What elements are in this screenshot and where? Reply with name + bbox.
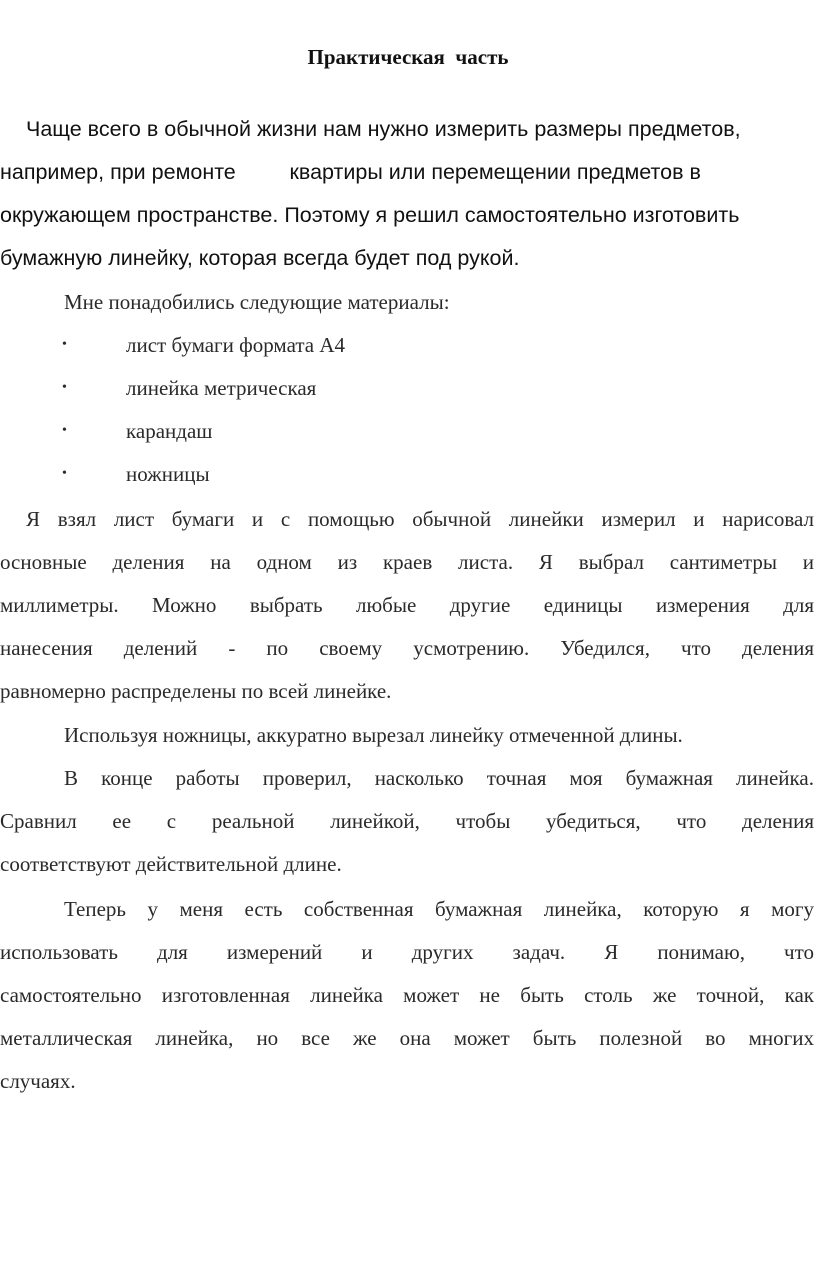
list-item-text: линейка метрическая — [126, 376, 317, 400]
conclusion-line: случаях. — [0, 1069, 76, 1093]
check-line: В конце работы проверил, насколько точная моя бумажная линейка. — [64, 766, 814, 790]
document-title: Практическая часть — [307, 45, 509, 69]
check-paragraph — [0, 757, 814, 886]
cutting-line: Используя ножницы, аккуратно вырезал линейку отмеченной длины. — [64, 723, 683, 747]
process-paragraph — [0, 498, 814, 713]
intro-line: например, при ремонте квартиры или перемещении предметов в — [0, 160, 701, 184]
bullet-icon: • — [62, 423, 67, 438]
cutting-paragraph — [0, 714, 814, 757]
bullet-icon: • — [62, 380, 67, 395]
conclusion-line: использовать для измерений и других задач. Я понимаю, что — [0, 940, 814, 964]
intro-line: бумажную линейку, которая всегда будет под рукой. — [0, 246, 520, 270]
list-item-text: карандаш — [126, 419, 213, 443]
process-line: равномерно распределены по всей линейке. — [0, 679, 392, 703]
process-line: Я взял лист бумаги и с помощью обычной линейки измерил и нарисовал — [26, 507, 814, 531]
process-line: основные деления на одном из краев листа. Я выбрал сантиметры и — [0, 550, 814, 574]
intro-line: Чаще всего в обычной жизни нам нужно измерить размеры предметов, — [26, 117, 741, 141]
conclusion-line: самостоятельно изготовленная линейка может не быть столь же точной, как — [0, 983, 814, 1007]
intro-paragraph — [0, 108, 812, 280]
list-item-text: ножницы — [126, 462, 210, 486]
conclusion-line: Теперь у меня есть собственная бумажная линейка, которую я могу — [64, 897, 814, 921]
check-line: соответствуют действительной длине. — [0, 852, 342, 876]
check-line: Сравнил ее с реальной линейкой, чтобы убедиться, что деления — [0, 809, 814, 833]
bullet-icon: • — [62, 466, 67, 481]
process-line: нанесения делений - по своему усмотрению. Убедился, что деления — [0, 636, 814, 660]
conclusion-paragraph — [0, 888, 814, 1103]
conclusion-line: металлическая линейка, но все же она может быть полезной во многих — [0, 1026, 814, 1050]
bullet-icon: • — [62, 337, 67, 352]
intro-line: окружающем пространстве. Поэтому я решил самостоятельно изготовить — [0, 203, 740, 227]
list-item-text: лист бумаги формата А4 — [126, 333, 346, 357]
materials-intro: Мне понадобились следующие материалы: — [64, 290, 450, 314]
process-line: миллиметры. Можно выбрать любые другие единицы измерения для — [0, 593, 814, 617]
